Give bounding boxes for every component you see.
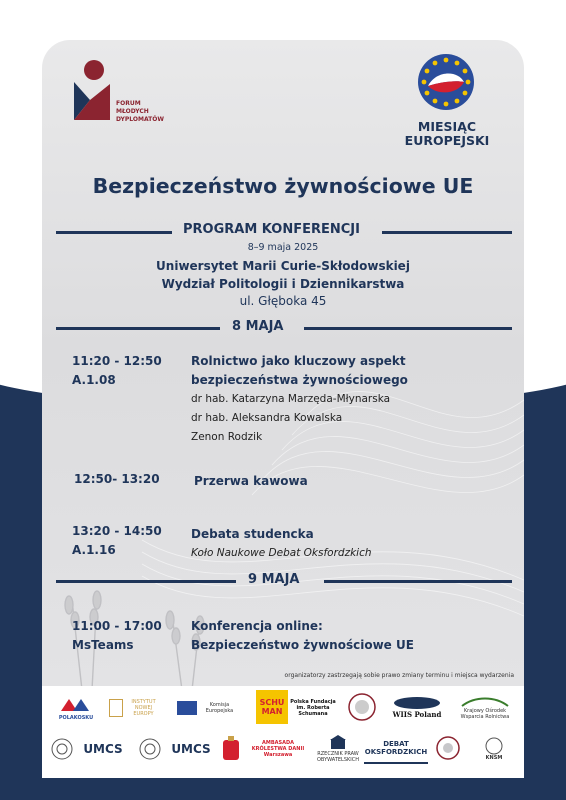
krajowy-osrodek-logo: Krajowy Ośrodek Wsparcia Rolnictwa	[452, 690, 518, 724]
wiis-poland-logo: WIIS Poland	[388, 690, 446, 724]
danish-crest-icon	[220, 732, 242, 766]
seal-logo	[136, 732, 164, 766]
schuman-logo: SCHU MAN	[256, 690, 288, 724]
speaker: Zenon Rodzik	[191, 431, 263, 443]
break-topic: Przerwa kawowa	[194, 474, 308, 488]
session-details	[191, 352, 408, 447]
ambasada-danii-logo: AMBASADA KRÓLESTWA DANII Warszawa	[251, 740, 305, 758]
session-topic: bezpieczeństwa żywnościowego	[191, 373, 408, 387]
komisja-europejska-logo: Komisja Europejska	[172, 694, 244, 722]
knsm-logo: KNSM	[472, 732, 516, 766]
eu-stars-logo	[410, 52, 482, 116]
session-time-block	[72, 617, 162, 655]
schuman-foundation-logo: Polska Fundacja im. Roberta Schumana	[290, 699, 336, 717]
seal-logo	[342, 690, 382, 724]
seal-logo	[48, 732, 76, 766]
seal-logo	[434, 730, 462, 768]
divider-line	[56, 580, 236, 583]
page-title: Bezpieczeństwo żywnościowe UE	[92, 174, 474, 198]
event-dates: 8–9 maja 2025	[247, 242, 319, 253]
session-time: 11:00 - 17:00	[72, 619, 162, 633]
debat-oksfordzkich-logo: DEBAT OKSFORDZKICH	[364, 734, 428, 764]
venue-faculty: Wydział Politologii i Dziennikarstwa	[161, 277, 405, 291]
session-topic: Debata studencka	[191, 527, 314, 541]
session-time: 11:20 - 12:50	[72, 354, 162, 368]
divider-line	[324, 580, 512, 583]
session-time-block	[72, 352, 162, 390]
session-topic: Bezpieczeństwo żywnościowe UE	[191, 638, 414, 652]
speaker: dr hab. Katarzyna Marzęda-Młynarska	[191, 393, 391, 405]
rzecznik-logo: RZECZNIK PRAW OBYWATELSKICH	[316, 730, 360, 768]
speaker: dr hab. Aleksandra Kowalska	[191, 412, 343, 424]
venue-university: Uniwersytet Marii Curie-Skłodowskiej	[156, 259, 410, 273]
sponsor-logos	[42, 686, 524, 778]
session-room: MsTeams	[72, 638, 134, 652]
disclaimer-text: organizatorzy zastrzegają sobie prawo zmiany terminu i miejsca wydarzenia	[284, 672, 514, 679]
divider-line	[304, 327, 512, 330]
venue-address: ul. Głęboka 45	[239, 294, 327, 308]
session-topic: Konferencja online:	[191, 619, 323, 633]
divider-line	[56, 327, 220, 330]
session-subtitle: Koło Naukowe Debat Oksfordzkich	[191, 547, 372, 559]
polakosku-logo: POLAKOSKU	[54, 690, 98, 726]
day1-label: 8 MAJA	[232, 319, 284, 334]
umcs-logo: UMCS	[83, 742, 123, 756]
session-time-block	[72, 522, 162, 560]
divider-line	[56, 231, 172, 234]
session-details	[191, 525, 372, 563]
divider-line	[382, 231, 512, 234]
break-time: 12:50- 13:20	[74, 472, 160, 486]
session-topic: Rolnictwo jako kluczowy aspekt	[191, 354, 406, 368]
day2-label: 9 MAJA	[248, 572, 300, 587]
session-room: A.1.16	[72, 543, 116, 557]
session-details	[191, 617, 414, 655]
instytut-nowej-europy-logo: INSTYTUT NOWEJ EUROPY	[106, 692, 164, 724]
program-label: PROGRAM KONFERENCJI	[183, 222, 360, 237]
session-room: A.1.08	[72, 373, 116, 387]
forum-mlodych-dyplomatow-text: FORUM MŁODYCH DYPLOMATÓW	[116, 100, 164, 123]
umcs-logo: UMCS	[171, 742, 211, 756]
poster-card	[42, 40, 524, 730]
miesiac-europejski-text: MIESIĄC EUROPEJSKI	[404, 119, 490, 148]
session-time: 13:20 - 14:50	[72, 524, 162, 538]
